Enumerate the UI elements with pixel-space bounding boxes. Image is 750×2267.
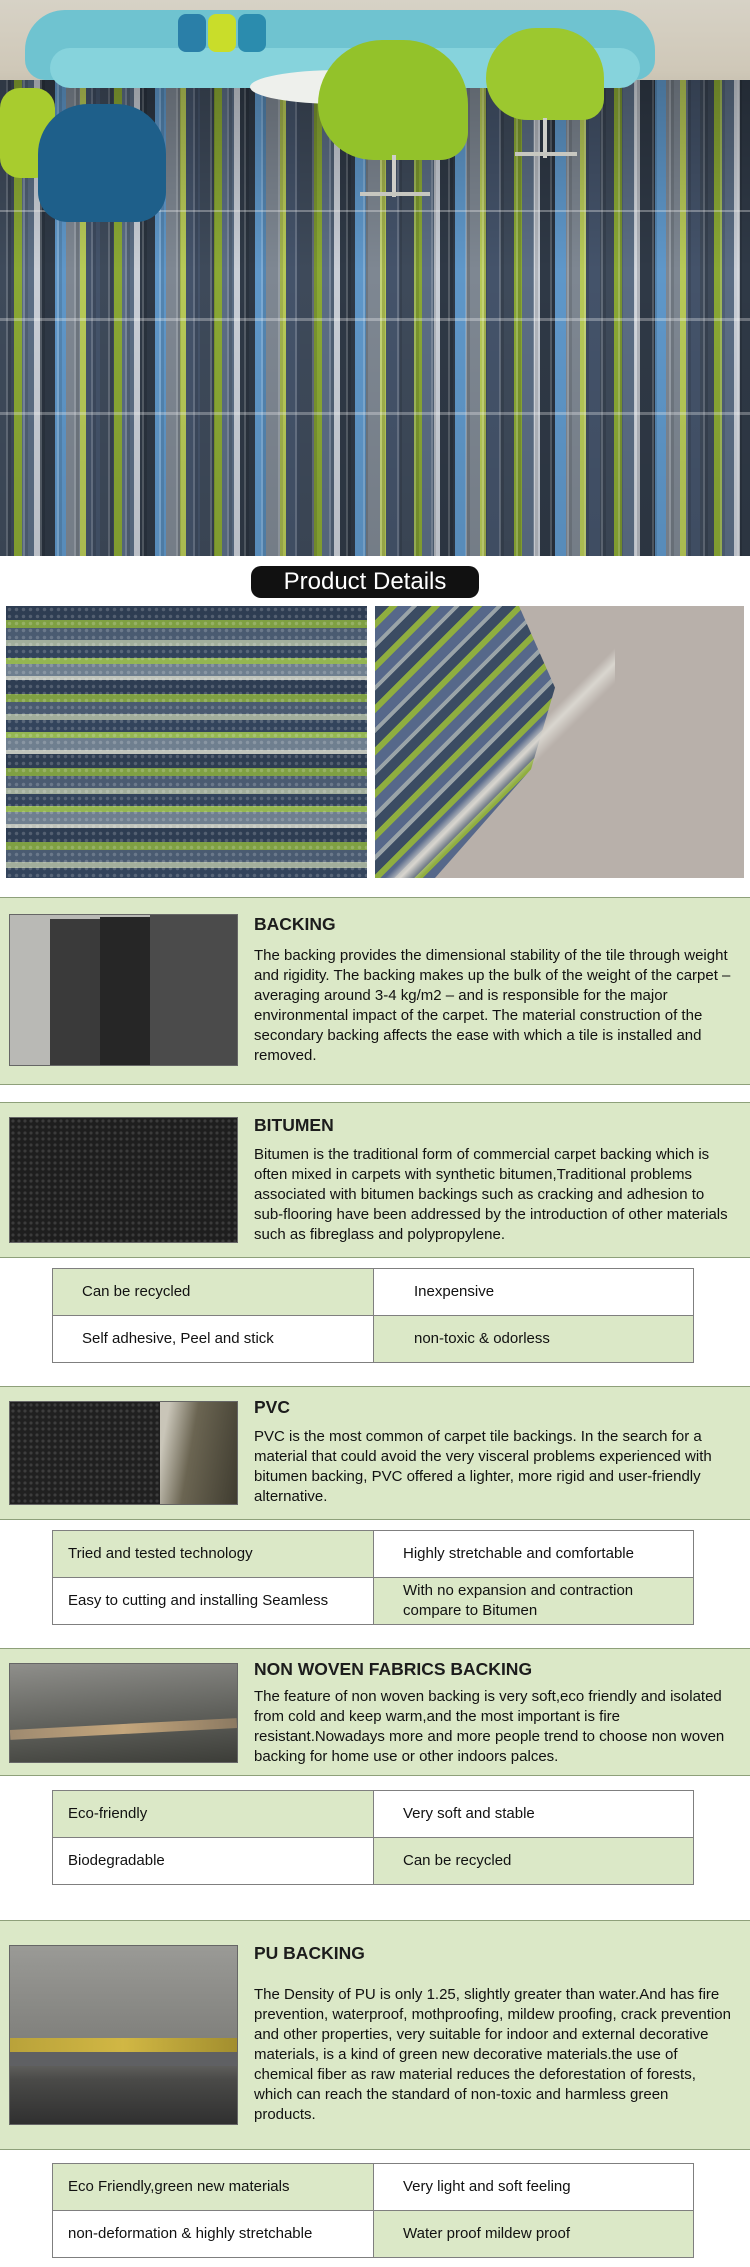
feature-cell: Tried and tested technology xyxy=(53,1531,373,1577)
green-chair xyxy=(486,28,604,120)
feature-cell: Biodegradable xyxy=(53,1838,373,1884)
nonwoven-heading: NON WOVEN FABRICS BACKING xyxy=(254,1659,533,1679)
bitumen-features-table xyxy=(52,1268,694,1363)
carpet-closeup-photo xyxy=(6,606,367,878)
backing-description: The backing provides the dimensional stability of the tile through weight and rigidity. The backing makes up the bulk of the weight of the carpet – averaging around 3-4 kg/m2 – and is responsible for the major environmental impact of the carpet. The material construction of the secondary backing affects the ease with which a tile is installed and removed. xyxy=(254,947,731,1064)
pvc-description: PVC is the most common of carpet tile backings. In the search for a material that could avoid the very visceral problems experienced with bitumen backing, PVC offered a lighter, more rigid and user-friendly alternative. xyxy=(254,1428,712,1505)
bitumen-section xyxy=(0,1102,750,1258)
section-title: Product Details xyxy=(251,566,479,598)
pu-features-table xyxy=(52,2163,694,2258)
feature-cell: Very soft and stable xyxy=(373,1791,693,1837)
bitumen-description: Bitumen is the traditional form of commercial carpet backing which is often mixed in carpets with synthetic bitumen,Traditional problems associated with bitumen backings such as cracking and adhesion to sub-flooring have been addressed by the introduction of other materials such as fibreglass and polypropylene. xyxy=(254,1146,728,1243)
feature-cell: With no expansion and contraction compare to Bitumen xyxy=(373,1578,693,1624)
feature-cell: Very light and soft feeling xyxy=(373,2164,693,2210)
pvc-heading: PVC xyxy=(254,1397,290,1417)
pu-heading: PU BACKING xyxy=(254,1943,365,1963)
pvc-section xyxy=(0,1386,750,1520)
bitumen-thumbnail xyxy=(9,1117,238,1243)
blue-ottoman xyxy=(38,104,166,222)
backing-thumbnail xyxy=(9,914,238,1066)
feature-cell: Easy to cutting and installing Seamless xyxy=(53,1578,373,1624)
feature-cell: Eco-friendly xyxy=(53,1791,373,1837)
nonwoven-features-table xyxy=(52,1790,694,1885)
feature-cell: Can be recycled xyxy=(373,1838,693,1884)
feature-cell: Can be recycled xyxy=(53,1269,373,1315)
feature-cell: Water proof mildew proof xyxy=(373,2211,693,2257)
pvc-features-table xyxy=(52,1530,694,1625)
feature-cell: Self adhesive, Peel and stick xyxy=(53,1316,373,1362)
feature-cell: non-deformation & highly stretchable xyxy=(53,2211,373,2257)
carpet-backing-photo xyxy=(375,606,744,878)
feature-cell: Eco Friendly,green new materials xyxy=(53,2164,373,2210)
pu-thumbnail xyxy=(9,1945,238,2125)
pvc-thumbnail xyxy=(9,1401,238,1505)
feature-cell: non-toxic & odorless xyxy=(373,1316,693,1362)
nonwoven-description: The feature of non woven backing is very soft,eco friendly and isolated from cold and keep warm,and the most important is fire resistant.Nowadays more and more people trend to choose non woven backing for home use or other indoors palces. xyxy=(254,1688,725,1765)
backing-heading: BACKING xyxy=(254,914,336,934)
feature-cell: Inexpensive xyxy=(373,1269,693,1315)
bitumen-heading: BITUMEN xyxy=(254,1115,334,1135)
pu-description: The Density of PU is only 1.25, slightly greater than water.And has fire prevention, waterproof, mothproofing, mildew proofing, crack prevention and other properties, very suitable for indoor and external decorative materials, is a kind of green new decorative materials.the use of chemical fiber as raw material reduces the deforestation of forests, which can reach the standard of non-toxic and harmless green products. xyxy=(254,1986,731,2123)
green-chair xyxy=(318,40,468,160)
nonwoven-thumbnail xyxy=(9,1663,238,1763)
nonwoven-section xyxy=(0,1648,750,1776)
feature-cell: Highly stretchable and comfortable xyxy=(373,1531,693,1577)
hero-carpet-photo xyxy=(0,0,750,556)
pu-section xyxy=(0,1920,750,2150)
backing-section xyxy=(0,897,750,1085)
